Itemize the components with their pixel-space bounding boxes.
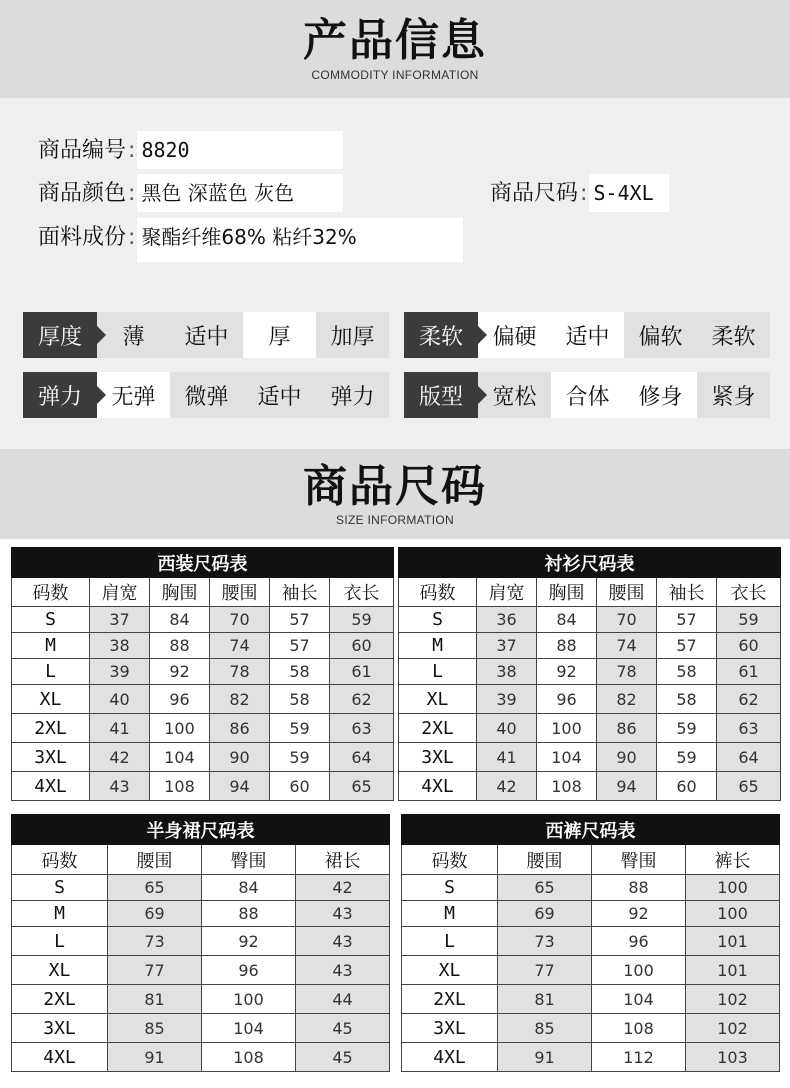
table-cell: 60 — [657, 772, 717, 801]
size-cell: S — [12, 875, 108, 901]
table-cell: 44 — [296, 985, 390, 1014]
table-cell: 62 — [330, 685, 394, 714]
table-cell: 92 — [202, 927, 296, 956]
column-header: 衣长 — [330, 578, 394, 607]
size-cell: 2XL — [12, 714, 90, 743]
table-cell: 81 — [498, 985, 592, 1014]
table-cell: 37 — [90, 607, 150, 633]
table-cell: 57 — [270, 633, 330, 659]
table-cell: 102 — [686, 985, 780, 1014]
table-cell: 65 — [330, 772, 394, 801]
table-cell: 45 — [296, 1014, 390, 1043]
table-cell: 69 — [498, 901, 592, 927]
size-cell: M — [12, 633, 90, 659]
column-header: 胸围 — [150, 578, 210, 607]
shirt-size-table — [398, 547, 781, 801]
product-code-label: 商品编号 — [38, 138, 127, 163]
product-fabric-value: 聚酯纤维68% 粘纤32% — [137, 218, 463, 262]
separator: : — [128, 225, 136, 250]
size-cell: S — [402, 875, 498, 901]
size-cell: 4XL — [12, 1043, 108, 1072]
size-cell: M — [399, 633, 477, 659]
size-cell: 3XL — [12, 743, 90, 772]
pants-size-table — [401, 814, 780, 1072]
table-cell: 63 — [330, 714, 394, 743]
attr-option: 弹力 — [316, 372, 389, 418]
attr-fit — [404, 372, 770, 418]
table-cell: 59 — [717, 607, 781, 633]
table-row — [12, 714, 394, 743]
attr-option: 无弹 — [97, 372, 170, 418]
product-info-title: 产品信息 — [303, 15, 487, 66]
size-cell: XL — [12, 956, 108, 985]
table-cell: 57 — [657, 633, 717, 659]
column-header: 码数 — [12, 578, 90, 607]
suit-table-title: 西装尺码表 — [12, 548, 394, 578]
attr-thickness — [23, 312, 389, 358]
table-cell: 101 — [686, 956, 780, 985]
table-cell: 90 — [210, 743, 270, 772]
table-cell: 60 — [330, 633, 394, 659]
attr-option: 厚 — [243, 312, 316, 358]
table-cell: 57 — [270, 607, 330, 633]
table-cell: 65 — [108, 875, 202, 901]
table-row — [402, 956, 780, 985]
attr-option: 柔软 — [697, 312, 770, 358]
table-row — [399, 633, 781, 659]
size-info-header — [0, 449, 790, 539]
product-size-label: 商品尺码 — [490, 181, 579, 206]
table-row — [12, 685, 394, 714]
table-cell: 41 — [90, 714, 150, 743]
table-cell: 77 — [498, 956, 592, 985]
table-row — [402, 875, 780, 901]
table-cell: 104 — [592, 985, 686, 1014]
table-cell: 63 — [717, 714, 781, 743]
column-header: 腰围 — [597, 578, 657, 607]
product-info-panel — [0, 98, 790, 449]
product-info-subtitle: COMMODITY INFORMATION — [311, 68, 479, 82]
table-cell: 100 — [592, 956, 686, 985]
table-cell: 73 — [108, 927, 202, 956]
table-cell: 59 — [657, 714, 717, 743]
attr-elasticity-label: 弹力 — [23, 372, 97, 418]
size-cell: L — [12, 659, 90, 685]
table-cell: 61 — [330, 659, 394, 685]
column-header: 肩宽 — [477, 578, 537, 607]
product-color-value: 黑色 深蓝色 灰色 — [137, 174, 343, 212]
attr-option: 偏软 — [624, 312, 697, 358]
table-row — [12, 875, 390, 901]
table-cell: 101 — [686, 927, 780, 956]
product-size-row — [490, 174, 669, 213]
table-cell: 104 — [537, 743, 597, 772]
table-cell: 88 — [202, 901, 296, 927]
table-cell: 70 — [597, 607, 657, 633]
table-cell: 94 — [597, 772, 657, 801]
table-cell: 100 — [686, 901, 780, 927]
table-cell: 74 — [597, 633, 657, 659]
table-cell: 78 — [597, 659, 657, 685]
table-cell: 86 — [597, 714, 657, 743]
column-header: 胸围 — [537, 578, 597, 607]
table-cell: 39 — [477, 685, 537, 714]
size-cell: 2XL — [402, 985, 498, 1014]
table-cell: 38 — [90, 633, 150, 659]
table-row — [402, 1043, 780, 1072]
column-header: 衣长 — [717, 578, 781, 607]
size-cell: L — [12, 927, 108, 956]
size-cell: 4XL — [402, 1043, 498, 1072]
attr-option: 适中 — [243, 372, 316, 418]
table-cell: 91 — [498, 1043, 592, 1072]
separator: : — [128, 181, 136, 206]
skirt-size-table — [11, 814, 390, 1072]
table-cell: 59 — [330, 607, 394, 633]
table-cell: 108 — [537, 772, 597, 801]
column-header: 袖长 — [657, 578, 717, 607]
column-header: 臀围 — [592, 845, 686, 875]
column-header: 袖长 — [270, 578, 330, 607]
separator: : — [128, 138, 136, 163]
table-cell: 100 — [202, 985, 296, 1014]
table-row — [12, 659, 394, 685]
table-cell: 58 — [270, 685, 330, 714]
table-cell: 100 — [686, 875, 780, 901]
column-header: 码数 — [402, 845, 498, 875]
attr-option: 紧身 — [697, 372, 770, 418]
table-cell: 112 — [592, 1043, 686, 1072]
table-cell: 104 — [202, 1014, 296, 1043]
product-color-label: 商品颜色 — [38, 181, 127, 206]
table-cell: 77 — [108, 956, 202, 985]
size-cell: XL — [402, 956, 498, 985]
size-cell: 2XL — [12, 985, 108, 1014]
product-fabric-row — [38, 218, 463, 262]
table-cell: 40 — [90, 685, 150, 714]
table-cell: 86 — [210, 714, 270, 743]
table-row — [402, 927, 780, 956]
table-cell: 84 — [202, 875, 296, 901]
product-color-row — [38, 174, 343, 213]
table-cell: 37 — [477, 633, 537, 659]
table-row — [12, 633, 394, 659]
table-cell: 64 — [717, 743, 781, 772]
table-cell: 64 — [330, 743, 394, 772]
table-row — [12, 607, 394, 633]
table-cell: 43 — [296, 901, 390, 927]
size-cell: S — [12, 607, 90, 633]
table-cell: 60 — [717, 633, 781, 659]
column-header: 裤长 — [686, 845, 780, 875]
table-row — [402, 901, 780, 927]
attr-option: 薄 — [97, 312, 170, 358]
table-cell: 43 — [296, 927, 390, 956]
table-cell: 90 — [597, 743, 657, 772]
table-row — [402, 985, 780, 1014]
table-cell: 65 — [717, 772, 781, 801]
table-cell: 88 — [150, 633, 210, 659]
table-cell: 42 — [477, 772, 537, 801]
size-cell: 2XL — [399, 714, 477, 743]
attr-fit-label: 版型 — [404, 372, 478, 418]
table-row — [399, 743, 781, 772]
table-cell: 108 — [150, 772, 210, 801]
column-header: 臀围 — [202, 845, 296, 875]
product-size-value: S-4XL — [589, 174, 669, 212]
table-cell: 88 — [592, 875, 686, 901]
attr-softness — [404, 312, 770, 358]
size-cell: L — [402, 927, 498, 956]
size-cell: 3XL — [399, 743, 477, 772]
table-cell: 84 — [150, 607, 210, 633]
table-cell: 41 — [477, 743, 537, 772]
attr-elasticity — [23, 372, 389, 418]
table-cell: 84 — [537, 607, 597, 633]
table-cell: 82 — [210, 685, 270, 714]
table-cell: 92 — [537, 659, 597, 685]
table-cell: 58 — [270, 659, 330, 685]
table-cell: 61 — [717, 659, 781, 685]
table-cell: 38 — [477, 659, 537, 685]
table-row — [399, 685, 781, 714]
table-cell: 103 — [686, 1043, 780, 1072]
table-row — [12, 772, 394, 801]
table-cell: 59 — [270, 743, 330, 772]
table-cell: 81 — [108, 985, 202, 1014]
attr-option: 偏硬 — [478, 312, 551, 358]
table-cell: 60 — [270, 772, 330, 801]
table-cell: 104 — [150, 743, 210, 772]
table-cell: 58 — [657, 685, 717, 714]
table-cell: 92 — [150, 659, 210, 685]
product-code-value: 8820 — [137, 131, 343, 169]
table-cell: 96 — [150, 685, 210, 714]
table-cell: 36 — [477, 607, 537, 633]
table-cell: 96 — [202, 956, 296, 985]
table-cell: 39 — [90, 659, 150, 685]
table-row — [12, 1014, 390, 1043]
table-cell: 69 — [108, 901, 202, 927]
size-cell: 3XL — [402, 1014, 498, 1043]
size-cell: M — [12, 901, 108, 927]
table-row — [399, 659, 781, 685]
table-cell: 108 — [202, 1043, 296, 1072]
product-code-row — [38, 131, 343, 170]
table-cell: 74 — [210, 633, 270, 659]
suit-size-table — [11, 547, 394, 801]
table-cell: 40 — [477, 714, 537, 743]
table-cell: 100 — [150, 714, 210, 743]
separator: : — [580, 181, 588, 206]
size-cell: L — [399, 659, 477, 685]
product-info-header — [0, 0, 790, 98]
table-cell: 88 — [537, 633, 597, 659]
table-cell: 58 — [657, 659, 717, 685]
table-cell: 85 — [498, 1014, 592, 1043]
table-row — [12, 743, 394, 772]
table-cell: 96 — [537, 685, 597, 714]
size-cell: XL — [399, 685, 477, 714]
attr-option: 宽松 — [478, 372, 551, 418]
table-cell: 92 — [592, 901, 686, 927]
skirt-table-title: 半身裙尺码表 — [12, 815, 390, 845]
table-cell: 70 — [210, 607, 270, 633]
pants-table-title: 西裤尺码表 — [402, 815, 780, 845]
column-header: 腰围 — [108, 845, 202, 875]
attr-option: 加厚 — [316, 312, 389, 358]
size-info-subtitle: SIZE INFORMATION — [336, 513, 454, 527]
table-cell: 78 — [210, 659, 270, 685]
table-cell: 94 — [210, 772, 270, 801]
attr-option: 合体 — [551, 372, 624, 418]
table-row — [12, 985, 390, 1014]
attr-option: 微弹 — [170, 372, 243, 418]
table-row — [399, 607, 781, 633]
attr-option: 适中 — [551, 312, 624, 358]
table-cell: 42 — [296, 875, 390, 901]
table-cell: 82 — [597, 685, 657, 714]
table-cell: 73 — [498, 927, 592, 956]
table-cell: 57 — [657, 607, 717, 633]
size-cell: S — [399, 607, 477, 633]
table-cell: 43 — [296, 956, 390, 985]
size-cell: 4XL — [12, 772, 90, 801]
table-row — [12, 901, 390, 927]
size-cell: XL — [12, 685, 90, 714]
table-cell: 45 — [296, 1043, 390, 1072]
table-cell: 85 — [108, 1014, 202, 1043]
column-header: 腰围 — [498, 845, 592, 875]
table-row — [12, 956, 390, 985]
table-cell: 43 — [90, 772, 150, 801]
table-cell: 91 — [108, 1043, 202, 1072]
table-row — [399, 772, 781, 801]
attr-thickness-label: 厚度 — [23, 312, 97, 358]
size-cell: 3XL — [12, 1014, 108, 1043]
table-cell: 100 — [537, 714, 597, 743]
size-info-title: 商品尺码 — [303, 461, 487, 512]
table-row — [12, 1043, 390, 1072]
attr-softness-label: 柔软 — [404, 312, 478, 358]
table-cell: 59 — [657, 743, 717, 772]
table-cell: 59 — [270, 714, 330, 743]
column-header: 码数 — [12, 845, 108, 875]
table-cell: 65 — [498, 875, 592, 901]
table-row — [12, 927, 390, 956]
table-row — [402, 1014, 780, 1043]
shirt-table-title: 衬衫尺码表 — [399, 548, 781, 578]
table-cell: 96 — [592, 927, 686, 956]
column-header: 肩宽 — [90, 578, 150, 607]
column-header: 码数 — [399, 578, 477, 607]
column-header: 腰围 — [210, 578, 270, 607]
table-cell: 102 — [686, 1014, 780, 1043]
size-cell: M — [402, 901, 498, 927]
table-cell: 42 — [90, 743, 150, 772]
attr-option: 适中 — [170, 312, 243, 358]
table-cell: 62 — [717, 685, 781, 714]
product-fabric-label: 面料成份 — [38, 225, 127, 250]
size-cell: 4XL — [399, 772, 477, 801]
attr-option: 修身 — [624, 372, 697, 418]
column-header: 裙长 — [296, 845, 390, 875]
table-cell: 108 — [592, 1014, 686, 1043]
table-row — [399, 714, 781, 743]
